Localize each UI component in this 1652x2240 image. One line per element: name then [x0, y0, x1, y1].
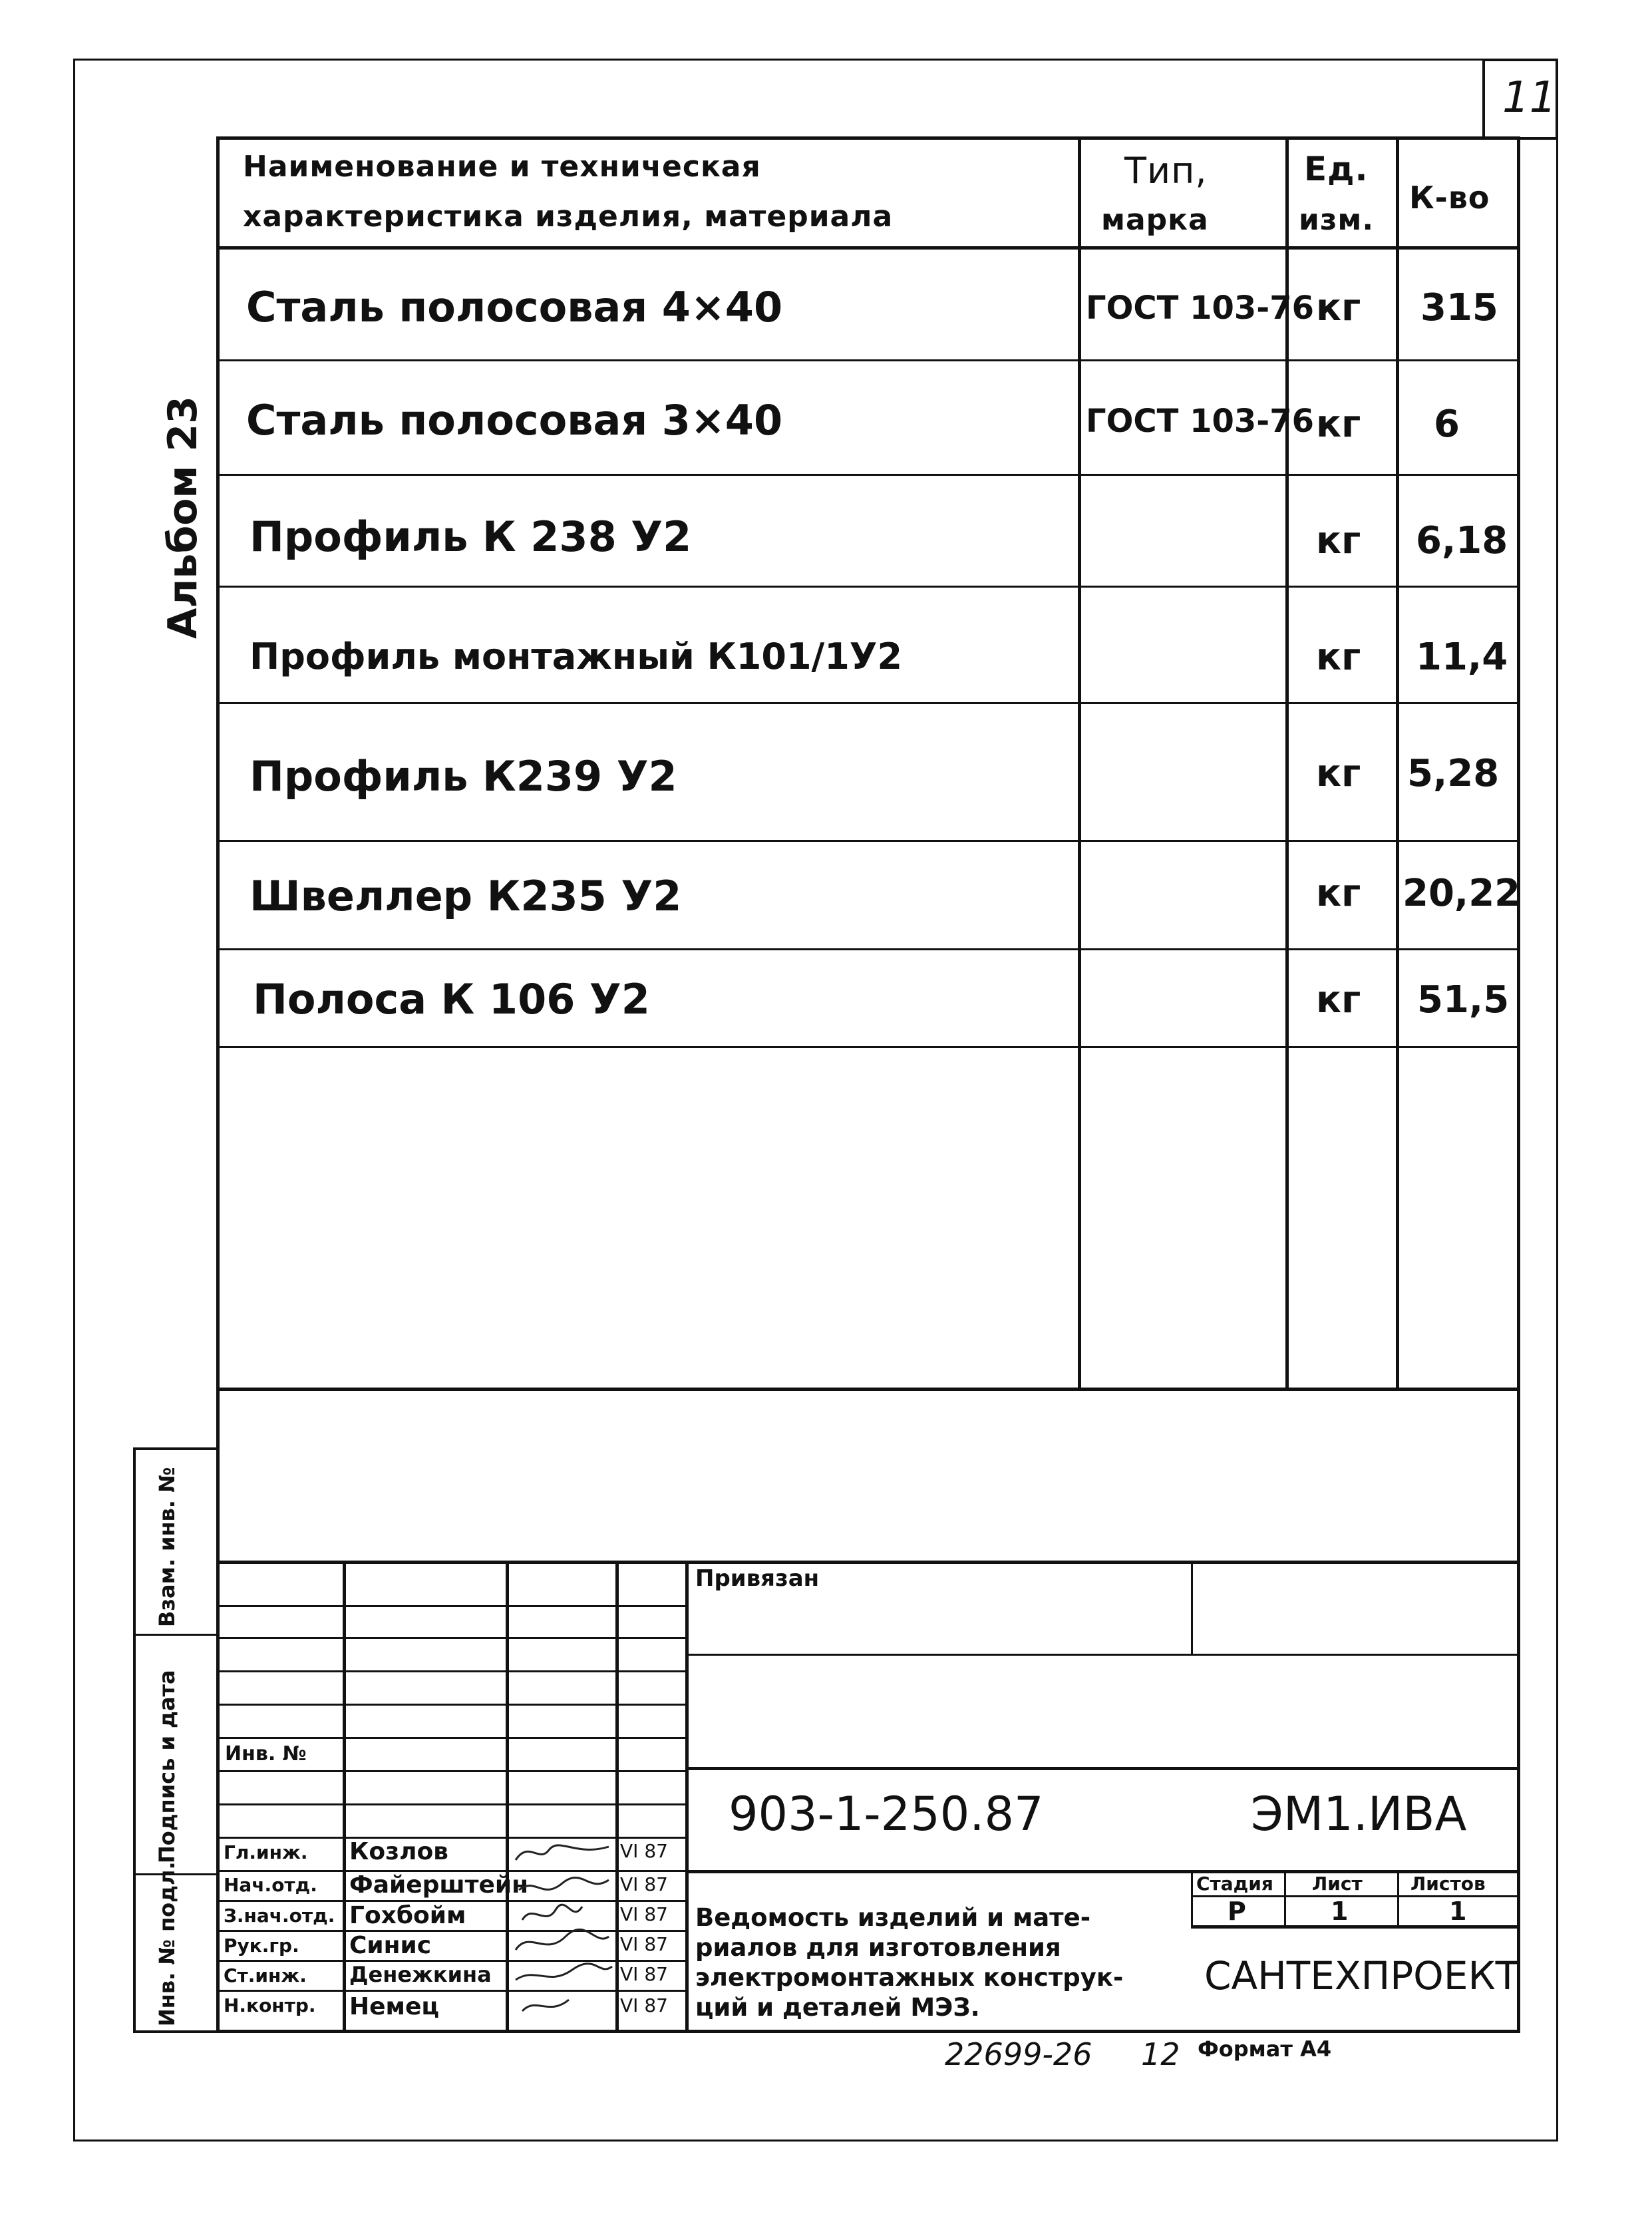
- person-5-date: VI 87: [620, 1963, 668, 1985]
- row-7-name: Полоса К 106 У2: [253, 975, 650, 1024]
- person-3-name: Гохбойм: [349, 1902, 466, 1929]
- col-divider-1: [1078, 136, 1081, 1391]
- tb-row-3: [216, 1670, 685, 1672]
- header-unit-line2: изм.: [1299, 203, 1375, 237]
- row-line-6: [216, 948, 1520, 950]
- row-5-unit: кг: [1316, 752, 1361, 795]
- row-line-5: [216, 840, 1520, 842]
- person-1-date: VI 87: [620, 1840, 668, 1862]
- header-qty: К-во: [1409, 180, 1490, 216]
- person-3-date: VI 87: [620, 1903, 668, 1925]
- stage-split-1: [1191, 1870, 1193, 1927]
- side-label-podpis: Подпись и дата: [154, 1670, 180, 1863]
- code-row-top: [685, 1767, 1520, 1770]
- row-1-unit: кг: [1316, 286, 1361, 329]
- code-row-bottom: [685, 1870, 1520, 1873]
- header-type-line1: Тип,: [1124, 150, 1208, 192]
- row-7-unit: кг: [1316, 978, 1361, 1022]
- privyazan-split: [1191, 1561, 1193, 1654]
- row-7-qty: 51,5: [1417, 978, 1510, 1022]
- doc-code: 903-1-250.87: [729, 1787, 1044, 1841]
- header-unit-line1: Ед.: [1304, 150, 1369, 188]
- person-4-date: VI 87: [620, 1933, 668, 1955]
- tb-row-6: [216, 1770, 685, 1772]
- row-line-7: [216, 1046, 1520, 1048]
- row-3-name: Профиль К 238 У2: [249, 512, 692, 561]
- row-1-type: ГОСТ 103-76: [1086, 289, 1314, 327]
- row-2-name: Сталь полосовая 3×40: [246, 396, 783, 445]
- person-4-name: Синис: [349, 1932, 432, 1959]
- tb-col-4: [685, 1561, 689, 2033]
- stage-split-3: [1397, 1870, 1399, 1927]
- album-label: Альбом 23: [160, 396, 206, 639]
- row-line-4: [216, 702, 1520, 704]
- privyazan-label: Привязан: [695, 1565, 820, 1592]
- header-divider: [216, 246, 1520, 250]
- description-line-1: Ведомость изделий и мате-: [695, 1903, 1091, 1932]
- person-1-role: Гл.инж.: [224, 1841, 308, 1863]
- person-6-name: Немец: [349, 1993, 440, 2020]
- organization: САНТЕХПРОЕКТ: [1204, 1953, 1520, 1998]
- person-6-role: Н.контр.: [224, 1994, 316, 2016]
- format-label: Формат А4: [1198, 2036, 1332, 2062]
- person-2-role: Нач.отд.: [224, 1874, 317, 1896]
- row-4-unit: кг: [1316, 636, 1361, 679]
- row-line-2: [216, 474, 1520, 476]
- signatures-image: [509, 1837, 615, 2033]
- header-name-line1: Наименование и техническая: [243, 150, 761, 184]
- tb-col-3: [615, 1561, 619, 2033]
- person-2-name: Файерштейн: [349, 1871, 529, 1899]
- archive-number: 22699-26: [945, 2036, 1092, 2072]
- row-5-qty: 5,28: [1407, 752, 1500, 795]
- row-5-name: Профиль К239 У2: [249, 752, 677, 801]
- header-type-line2: марка: [1101, 203, 1209, 237]
- row-1-name: Сталь полосовая 4×40: [246, 283, 783, 331]
- tb-row-7: [216, 1803, 685, 1805]
- person-3-role: З.нач.отд.: [224, 1905, 335, 1927]
- side-label-vzam: Взам. инв. №: [154, 1467, 180, 1627]
- sheet-label: Лист: [1312, 1873, 1363, 1895]
- privyazan-bottom: [685, 1654, 1520, 1656]
- inv-no-label: Инв. №: [225, 1742, 307, 1766]
- person-4-role: Рук.гр.: [224, 1935, 299, 1957]
- sheets-value: 1: [1449, 1897, 1467, 1926]
- description-line-3: электромонтажных конструк-: [695, 1963, 1124, 1992]
- row-3-unit: кг: [1316, 519, 1361, 562]
- row-2-type: ГОСТ 103-76: [1086, 403, 1314, 440]
- sheets-label: Листов: [1410, 1873, 1486, 1895]
- tb-row-1: [216, 1605, 685, 1607]
- person-6-date: VI 87: [620, 1994, 668, 2016]
- row-4-name: Профиль монтажный К101/1У2: [249, 636, 903, 677]
- row-6-qty: 20,22: [1403, 872, 1521, 915]
- row-line-1: [216, 359, 1520, 361]
- table-bottom-line: [216, 1388, 1520, 1391]
- row-line-3: [216, 586, 1520, 588]
- side-stamp-line-1: [133, 1634, 220, 1636]
- stage-label: Стадия: [1196, 1873, 1273, 1895]
- stage-split-2: [1284, 1870, 1286, 1927]
- col-divider-3: [1396, 136, 1399, 1391]
- tb-row-4: [216, 1704, 685, 1706]
- row-2-qty: 6: [1434, 403, 1460, 446]
- title-block-top: [216, 1561, 1520, 1564]
- person-1-name: Козлов: [349, 1838, 448, 1865]
- person-5-name: Денежкина: [349, 1962, 492, 1987]
- tb-row-2: [216, 1637, 685, 1639]
- person-2-date: VI 87: [620, 1873, 668, 1895]
- tb-col-1: [343, 1561, 346, 2033]
- row-4-qty: 11,4: [1416, 636, 1508, 679]
- row-1-qty: 315: [1420, 286, 1498, 329]
- row-2-unit: кг: [1316, 403, 1361, 446]
- side-label-inv-podl: Инв. № подл.: [154, 1861, 180, 2026]
- archive-sheet: 12: [1141, 2036, 1180, 2072]
- person-5-role: Ст.инж.: [224, 1964, 307, 1986]
- header-name-line2: характеристика изделия, материала: [243, 200, 894, 234]
- description-line-2: риалов для изготовления: [695, 1933, 1061, 1962]
- row-3-qty: 6,18: [1416, 519, 1508, 562]
- description-line-4: ций и деталей МЭЗ.: [695, 1993, 980, 2022]
- row-6-name: Швеллер К235 У2: [249, 872, 682, 920]
- doc-mark: ЭМ1.ИВА: [1251, 1787, 1467, 1841]
- sheet-value: 1: [1331, 1897, 1349, 1926]
- stage-value: Р: [1228, 1897, 1246, 1926]
- tb-row-5: [216, 1737, 685, 1739]
- row-6-unit: кг: [1316, 872, 1361, 915]
- sheet-number: 11: [1502, 73, 1557, 122]
